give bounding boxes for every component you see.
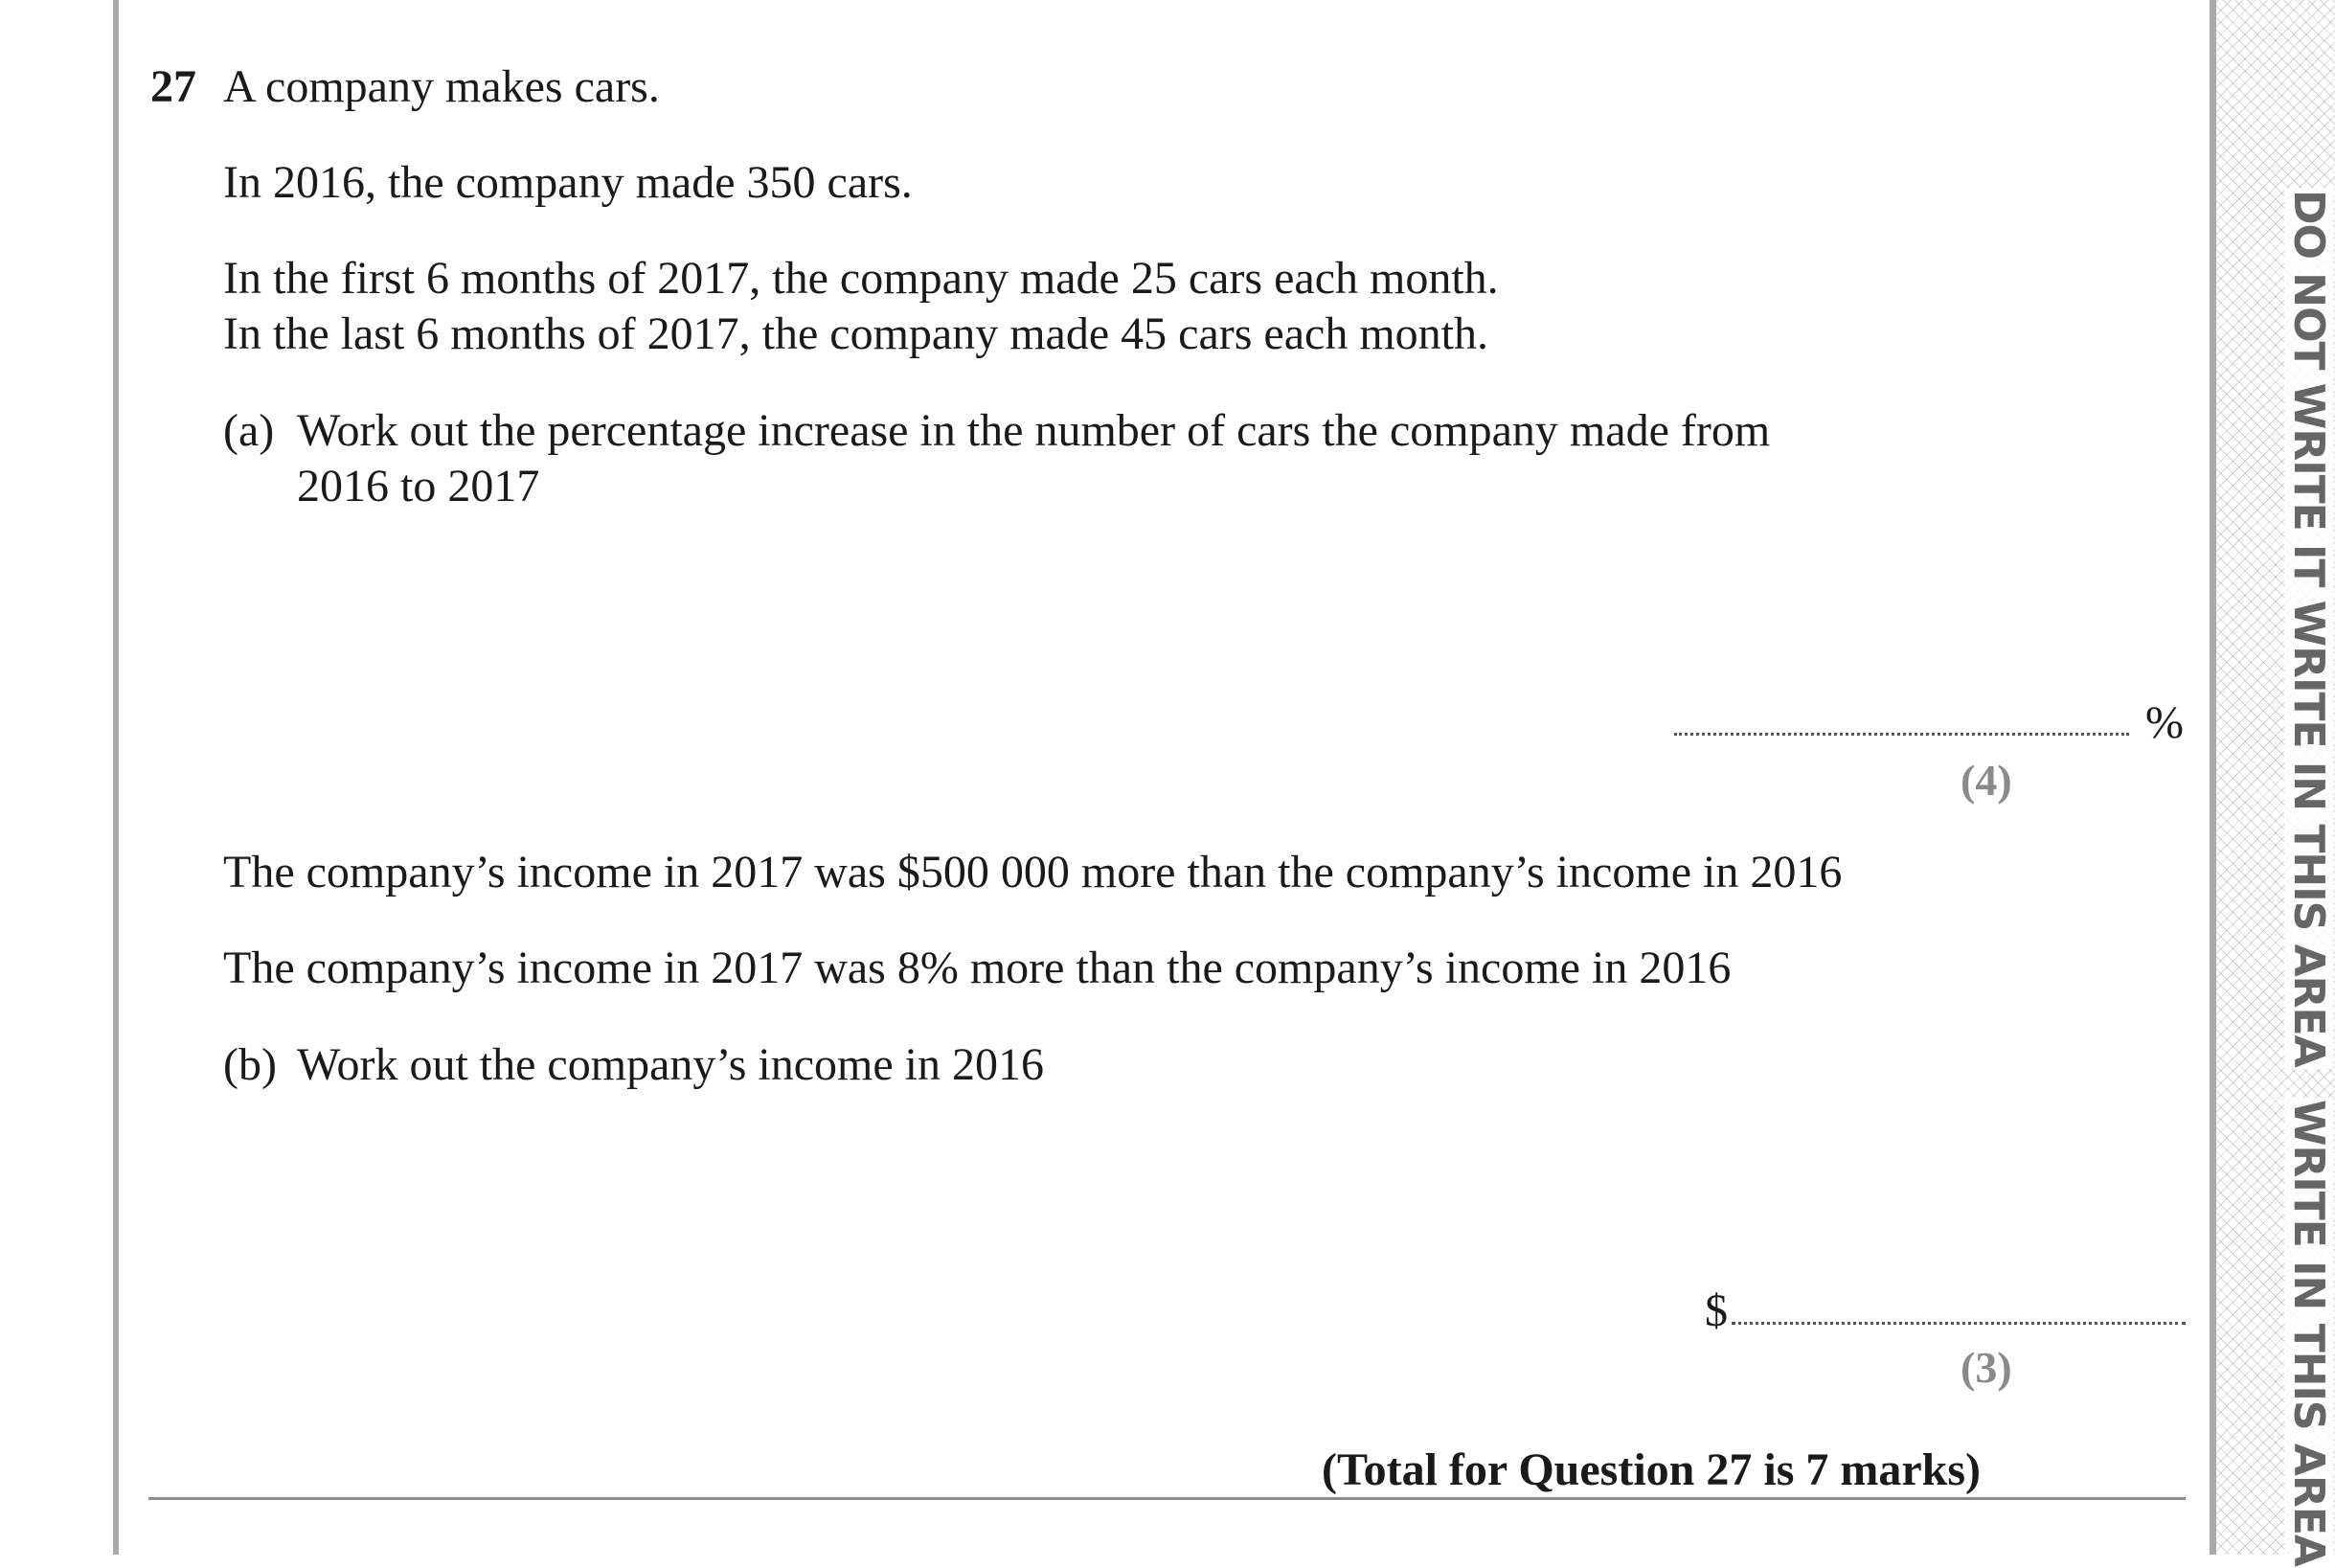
part-b-marks: (3) bbox=[1961, 1343, 2012, 1392]
part-a-text-line2: 2016 to 2017 bbox=[297, 461, 540, 511]
part-b-dollar-sign: $ bbox=[1705, 1285, 1728, 1336]
question-total: (Total for Question 27 is 7 marks) bbox=[1322, 1444, 1982, 1495]
part-a-answer-line[interactable] bbox=[1674, 733, 2129, 736]
part-b-answer-line[interactable] bbox=[1732, 1322, 2186, 1325]
page-border-left bbox=[113, 0, 119, 1555]
cars-2016-statement: In 2016, the company made 350 cars. bbox=[223, 157, 913, 208]
part-a-percent-sign: % bbox=[2145, 697, 2184, 748]
question-intro: A company makes cars. bbox=[223, 61, 660, 112]
cars-2017-second-half: In the last 6 months of 2017, the company made 45 cars each month. bbox=[223, 308, 1489, 359]
bottom-rule bbox=[148, 1497, 2186, 1500]
page-border-right bbox=[2210, 0, 2216, 1555]
part-b-text: Work out the company’s income in 2016 bbox=[297, 1039, 1044, 1090]
part-b-label: (b) bbox=[223, 1039, 277, 1090]
part-a-text-line1: Work out the percentage increase in the number of cars the company made from bbox=[297, 405, 1771, 456]
cars-2017-first-half: In the first 6 months of 2017, the company made 25 cars each month. bbox=[223, 253, 1499, 304]
part-a-marks: (4) bbox=[1961, 756, 2012, 805]
part-a-label: (a) bbox=[223, 405, 275, 456]
income-statement-2: The company’s income in 2017 was 8% more than the company’s income in 2016 bbox=[223, 943, 1732, 993]
margin-warning bbox=[2256, 0, 2333, 1566]
question-number: 27 bbox=[150, 61, 196, 112]
margin-warning-lower: WRITE IN THIS AREA bbox=[2284, 1100, 2333, 1566]
income-statement-1: The company’s income in 2017 was $500 000 more than the company’s income in 2016 bbox=[223, 847, 1843, 898]
margin-warning-upper: DO NOT WRITE IT WRITE IN THIS AREA bbox=[2284, 190, 2333, 1067]
